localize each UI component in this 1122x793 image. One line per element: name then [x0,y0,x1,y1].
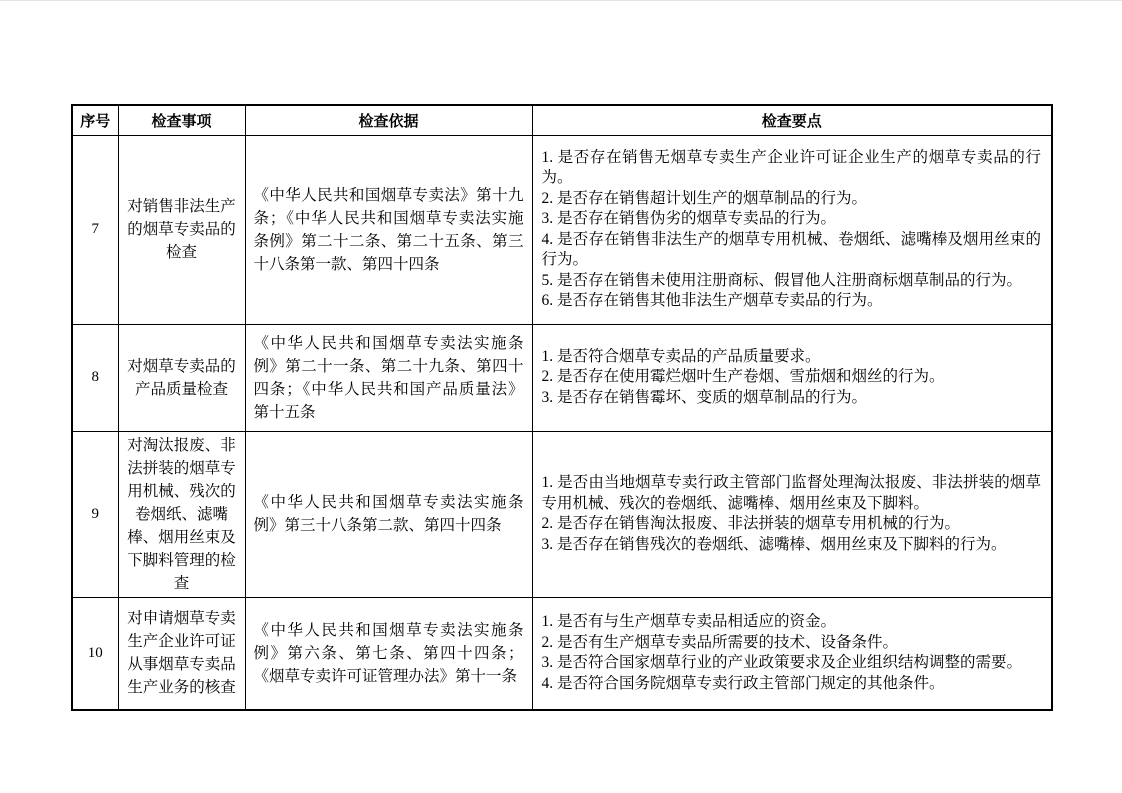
inspection-point-line: 4. 是否符合国务院烟草专卖行政主管部门规定的其他条件。 [541,674,945,692]
row-serial-number-cell: 8 [72,324,118,431]
inspection-point-line: 1. 是否有与生产烟草专卖品相适应的资金。 [541,613,837,631]
table-row [72,135,1052,324]
inspection-points-cell [532,597,1052,710]
inspection-basis-cell: 《中华人民共和国烟草专卖法实施条例》第三十八条第二款、第四十四条 [245,431,532,597]
inspection-points-cell [532,324,1052,431]
inspection-point-line: 2. 是否存在使用霉烂烟叶生产卷烟、雪茄烟和烟丝的行为。 [541,368,945,386]
inspection-item-cell: 对销售非法生产的烟草专卖品的检查 [118,135,245,324]
row-serial-number-cell: 9 [72,431,118,597]
inspection-point-line: 3. 是否存在销售霉坏、变质的烟草制品的行为。 [541,388,868,406]
inspection-item-cell: 对申请烟草专卖生产企业许可证从事烟草专卖品生产业务的核查 [118,597,245,710]
inspection-point-line: 2. 是否存在销售超计划生产的烟草制品的行为。 [541,189,868,207]
inspection-point-line: 1. 是否由当地烟草专卖行政主管部门监督处理淘汰报废、非法拼装的烟草专用机械、残次的卷烟纸、滤嘴棒、烟用丝束及下脚料。 [541,474,1041,512]
table-row [72,431,1052,597]
inspection-point-line: 5. 是否存在销售未使用注册商标、假冒他人注册商标烟草制品的行为。 [541,271,1023,289]
inspection-basis-cell: 《中华人民共和国烟草专卖法实施条例》第六条、第七条、第四十四条；《烟草专卖许可证管理办法》第十一条 [245,597,532,710]
inspection-items-table [71,104,1053,711]
inspection-item-cell: 对烟草专卖品的产品质量检查 [118,324,245,431]
inspection-basis-cell: 《中华人民共和国烟草专卖法》第十九条；《中华人民共和国烟草专卖法实施条例》第二十二条、第二十五条、第三十八条第一款、第四十四条 [245,135,532,324]
inspection-point-line: 3. 是否存在销售伪劣的烟草专卖品的行为。 [541,210,837,227]
header-inspection-points: 检查要点 [532,105,1052,135]
inspection-basis-cell: 《中华人民共和国烟草专卖法实施条例》第二十一条、第二十九条、第四十四条；《中华人民共和国产品质量法》第十五条 [245,324,532,431]
inspection-point-line: 1. 是否存在销售无烟草专卖生产企业许可证企业生产的烟草专卖品的行为。 [541,148,1041,186]
inspection-point-line: 1. 是否符合烟草专卖品的产品质量要求。 [541,347,821,365]
table-header-row [72,105,1052,135]
table-row [72,597,1052,710]
header-inspection-basis: 检查依据 [245,105,532,135]
header-serial-number: 序号 [72,105,118,135]
row-serial-number-cell: 7 [72,135,118,324]
table-body [72,135,1052,710]
inspection-point-line: 2. 是否存在销售淘汰报废、非法拼装的烟草专用机械的行为。 [541,515,961,532]
row-serial-number-cell: 10 [72,597,118,710]
table-row [72,324,1052,431]
inspection-point-line: 2. 是否有生产烟草专卖品所需要的技术、设备条件。 [541,633,899,651]
inspection-points-cell [532,431,1052,597]
header-inspection-item: 检查事项 [118,105,245,135]
inspection-point-line: 3. 是否存在销售残次的卷烟纸、滤嘴棒、烟用丝束及下脚料的行为。 [541,535,1007,553]
inspection-point-line: 3. 是否符合国家烟草行业的产业政策要求及企业组织结构调整的需要。 [541,654,1023,672]
inspection-point-line: 4. 是否存在销售非法生产的烟草专用机械、卷烟纸、滤嘴棒及烟用丝束的行为。 [541,230,1041,268]
inspection-point-line: 6. 是否存在销售其他非法生产烟草专卖品的行为。 [541,292,883,309]
inspection-points-cell [532,135,1052,324]
inspection-item-cell: 对淘汰报废、非法拼装的烟草专用机械、残次的卷烟纸、滤嘴棒、烟用丝束及下脚料管理的检查 [118,431,245,597]
